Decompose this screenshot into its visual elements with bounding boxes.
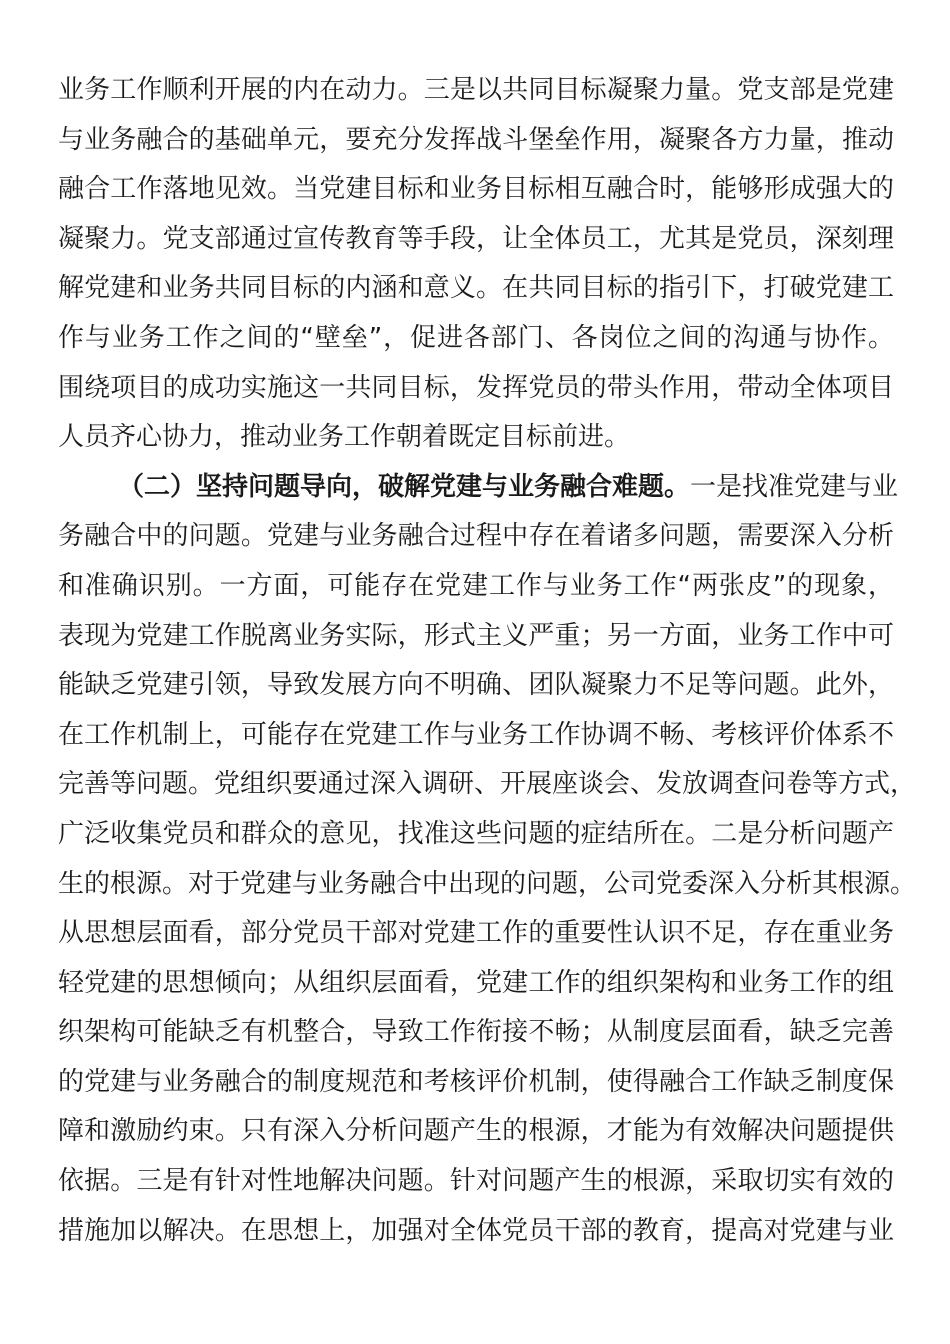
text-line-6: 作与业务工作之间的“壁垒”，促进各部门、各岗位之间的沟通与协作。 xyxy=(58,322,894,353)
text-line-15: 完善等问题。党组织要通过深入调研、开展座谈会、发放调查问卷等方式， xyxy=(58,769,917,800)
text-line-5: 解党建和业务共同目标的内涵和意义。在共同目标的指引下，打破党建工 xyxy=(58,273,894,304)
section-heading-rest: 一是找准党建与业 xyxy=(690,471,899,502)
section-heading: （二）坚持问题导向，破解党建与业务融合难题。 xyxy=(118,471,691,502)
text-line-12: 表现为党建工作脱离业务实际，形式主义严重；另一方面，业务工作中可 xyxy=(58,620,894,651)
text-line-2: 与业务融合的基础单元，要充分发挥战斗堡垒作用，凝聚各方力量，推动 xyxy=(58,124,894,155)
text-line-7: 围绕项目的成功实施这一共同目标，发挥党员的带头作用，带动全体项目 xyxy=(58,372,894,403)
text-line-22: 障和激励约束。只有深入分析问题产生的根源，才能为有效解决问题提供 xyxy=(58,1116,894,1147)
text-line-23: 依据。三是有针对性地解决问题。针对问题产生的根源，采取切实有效的 xyxy=(58,1166,894,1197)
text-line-18: 从思想层面看，部分党员干部对党建工作的重要性认识不足，存在重业务 xyxy=(58,918,894,949)
text-line-11: 和准确识别。一方面，可能存在党建工作与业务工作“两张皮”的现象， xyxy=(58,570,894,601)
text-line-4: 凝聚力。党支部通过宣传教育等手段，让全体员工，尤其是党员，深刻理 xyxy=(58,223,894,254)
text-line-3: 融合工作落地见效。当党建目标和业务目标相互融合时，能够形成强大的 xyxy=(58,174,894,205)
text-line-17: 生的根源。对于党建与业务融合中出现的问题，公司党委深入分析其根源。 xyxy=(58,868,917,899)
text-line-10: 务融合中的问题。党建与业务融合过程中存在着诸多问题，需要深入分析 xyxy=(58,521,894,552)
text-line-1: 业务工作顺利开展的内在动力。三是以共同目标凝聚力量。党支部是党建 xyxy=(58,75,894,105)
text-line-20: 织架构可能缺乏有机整合，导致工作衔接不畅；从制度层面看，缺乏完善 xyxy=(58,1017,894,1048)
text-line-21: 的党建与业务融合的制度规范和考核评价机制，使得融合工作缺乏制度保 xyxy=(58,1066,894,1097)
text-line-19: 轻党建的思想倾向；从组织层面看，党建工作的组织架构和业务工作的组 xyxy=(58,967,894,998)
text-line-8: 人员齐心协力，推动业务工作朝着既定目标前进。 xyxy=(58,422,631,453)
text-line-24: 措施加以解决。在思想上，加强对全体党员干部的教育，提高对党建与业 xyxy=(58,1215,894,1246)
text-line-14: 在工作机制上，可能存在党建工作与业务工作协调不畅、考核评价体系不 xyxy=(58,719,894,750)
section-heading-line xyxy=(58,463,899,513)
text-line-13: 能缺乏党建引领，导致发展方向不明确、团队凝聚力不足等问题。此外， xyxy=(58,670,894,701)
text-line-16: 广泛收集党员和群众的意见，找准这些问题的症结所在。二是分析问题产 xyxy=(58,818,894,849)
body-text xyxy=(58,66,917,1256)
